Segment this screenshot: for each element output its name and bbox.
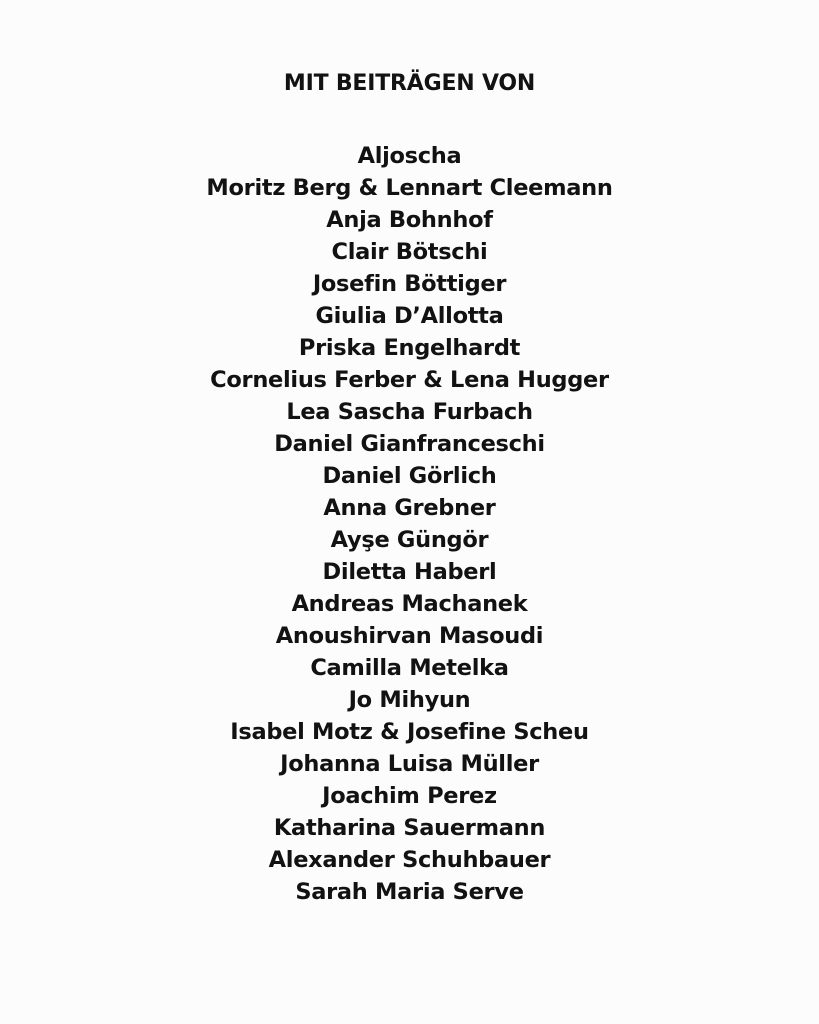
contributor-name: Isabel Motz & Josefine Scheu bbox=[230, 719, 589, 745]
contributor-name: Anoushirvan Masoudi bbox=[275, 623, 544, 649]
contributor-name: Diletta Haberl bbox=[322, 559, 497, 585]
contributor-name: Joachim Perez bbox=[322, 783, 497, 809]
contributor-name: Alexander Schuhbauer bbox=[268, 847, 551, 873]
contributor-name: Moritz Berg & Lennart Cleemann bbox=[206, 175, 613, 201]
contributor-name: Daniel Görlich bbox=[322, 463, 497, 489]
contributor-name: Jo Mihyun bbox=[348, 687, 471, 713]
contributor-name: Clair Bötschi bbox=[331, 239, 488, 265]
contributor-name: Camilla Metelka bbox=[310, 655, 509, 681]
contributor-name: Giulia D’Allotta bbox=[315, 303, 504, 329]
contributor-name: Cornelius Ferber & Lena Hugger bbox=[210, 367, 609, 393]
contributor-name: Anna Grebner bbox=[323, 495, 496, 521]
contributor-name: Anja Bohnhof bbox=[326, 207, 493, 233]
page-heading: MIT BEITRÄGEN VON bbox=[283, 71, 536, 96]
contributor-name: Andreas Machanek bbox=[291, 591, 528, 617]
contributor-name: Priska Engelhardt bbox=[298, 335, 521, 361]
contributor-name: Lea Sascha Furbach bbox=[286, 399, 533, 425]
contributor-name: Sarah Maria Serve bbox=[295, 879, 524, 905]
contributor-name: Josefin Böttiger bbox=[312, 271, 507, 297]
contributor-name: Johanna Luisa Müller bbox=[280, 751, 539, 777]
contributor-name: Katharina Sauermann bbox=[273, 815, 546, 841]
contributor-list bbox=[0, 140, 819, 908]
contributor-name: Aljoscha bbox=[357, 143, 462, 169]
contributor-name: Ayşe Güngör bbox=[330, 527, 489, 553]
contributor-name: Daniel Gianfranceschi bbox=[274, 431, 545, 457]
